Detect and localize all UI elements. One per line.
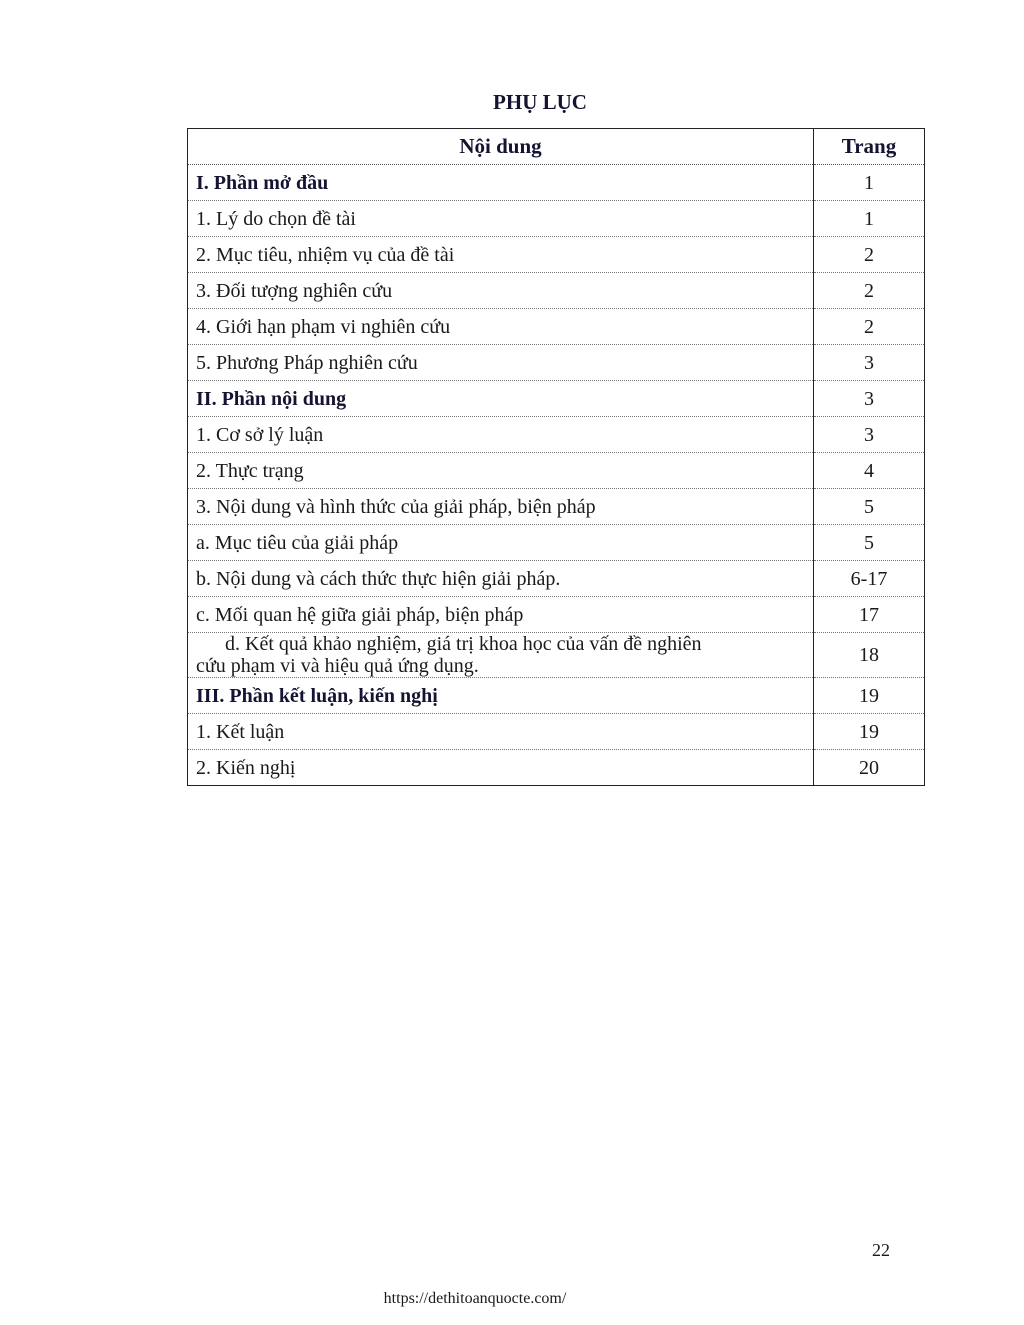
toc-item: 5. Phương Pháp nghiên cứu — [188, 345, 814, 381]
table-row — [188, 489, 925, 525]
page-number: 22 — [872, 1240, 890, 1260]
toc-page: 19 — [814, 678, 925, 714]
toc-item: I. Phần mở đầu — [188, 165, 814, 201]
table-header-row — [188, 129, 925, 165]
toc-page: 1 — [814, 201, 925, 237]
table-row — [188, 237, 925, 273]
table-row — [188, 309, 925, 345]
table-row — [188, 678, 925, 714]
toc-item-line1: d. Kết quả khảo nghiệm, giá trị khoa học của vấn đề nghiên — [225, 633, 702, 655]
toc-item: 1. Cơ sở lý luận — [188, 417, 814, 453]
toc-page: 18 — [814, 633, 925, 678]
footer-url: https://dethitoanquocte.com/ — [383, 1290, 567, 1307]
toc-page: 1 — [814, 165, 925, 201]
table-row — [188, 633, 925, 678]
toc-item: 2. Kiến nghị — [188, 750, 814, 786]
toc-page: 4 — [814, 453, 925, 489]
toc-item: a. Mục tiêu của giải pháp — [188, 525, 814, 561]
toc-page: 2 — [814, 237, 925, 273]
toc-item-multiline — [188, 633, 814, 678]
page-title: PHỤ LỤC — [493, 90, 587, 114]
toc-page: 20 — [814, 750, 925, 786]
toc-page: 2 — [814, 273, 925, 309]
toc-page: 19 — [814, 714, 925, 750]
table-row — [188, 750, 925, 786]
toc-item: 2. Thực trạng — [188, 453, 814, 489]
toc-item: 3. Đối tượng nghiên cứu — [188, 273, 814, 309]
toc-page: 3 — [814, 417, 925, 453]
toc-item: 1. Lý do chọn đề tài — [188, 201, 814, 237]
toc-item: c. Mối quan hệ giữa giải pháp, biện pháp — [188, 597, 814, 633]
toc-item: 1. Kết luận — [188, 714, 814, 750]
toc-page: 5 — [814, 525, 925, 561]
header-page: Trang — [814, 129, 925, 165]
toc-page: 3 — [814, 345, 925, 381]
table-row — [188, 273, 925, 309]
table-row — [188, 597, 925, 633]
table-row — [188, 345, 925, 381]
table-of-contents — [187, 128, 925, 786]
table-row — [188, 201, 925, 237]
table-row — [188, 561, 925, 597]
toc-item: 2. Mục tiêu, nhiệm vụ của đề tài — [188, 237, 814, 273]
table-row — [188, 381, 925, 417]
toc-page: 3 — [814, 381, 925, 417]
toc-item: b. Nội dung và cách thức thực hiện giải pháp. — [188, 561, 814, 597]
table-row — [188, 525, 925, 561]
toc-item-line2: cứu phạm vi và hiệu quả ứng dụng. — [196, 655, 479, 677]
header-content: Nội dung — [188, 129, 814, 165]
table-row — [188, 714, 925, 750]
toc-page: 17 — [814, 597, 925, 633]
toc-item: 3. Nội dung và hình thức của giải pháp, biện pháp — [188, 489, 814, 525]
toc-page: 6-17 — [814, 561, 925, 597]
toc-item: III. Phần kết luận, kiến nghị — [188, 678, 814, 714]
toc-page: 5 — [814, 489, 925, 525]
table-row — [188, 165, 925, 201]
table-row — [188, 453, 925, 489]
table-row — [188, 417, 925, 453]
toc-item: 4. Giới hạn phạm vi nghiên cứu — [188, 309, 814, 345]
toc-page: 2 — [814, 309, 925, 345]
toc-item: II. Phần nội dung — [188, 381, 814, 417]
